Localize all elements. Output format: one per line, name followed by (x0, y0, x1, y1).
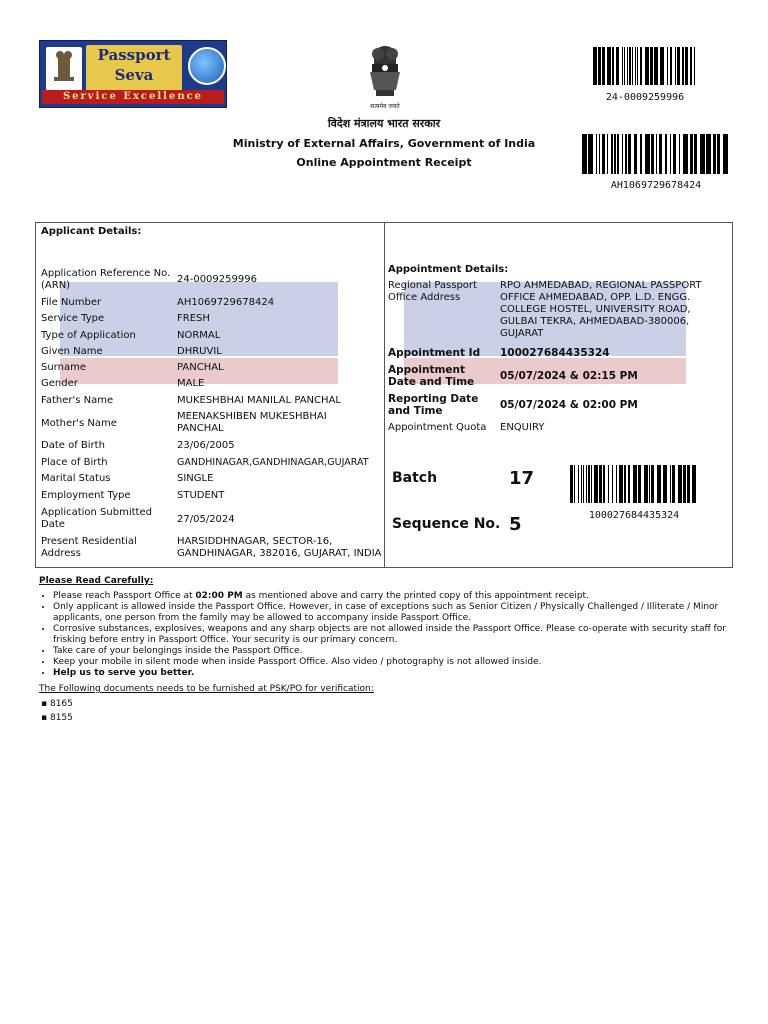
instruction-item: • Keep your mobile in silent mode when inside Passport Office. Also video / photography is not allowed inside. (53, 657, 731, 668)
instruction-item: • Only applicant is allowed inside the Passport Office. However, in case of exceptions such as Senior Citizen / Physically Challenged / Illiterate / Minor applicants, one person from the family may be allowed to accompany inside Passport Office. (53, 602, 731, 624)
mother-name-value: MEENAKSHIBEN MUKESHBHAI PANCHAL (177, 411, 327, 434)
reporting-date-value: 05/07/2024 & 02:00 PM (500, 399, 638, 411)
place-of-birth-value: GANDHINAGAR,GANDHINAGAR,GUJARAT (177, 457, 369, 468)
documents-heading: The Following documents needs to be furnished at PSK/PO for verification: (39, 684, 374, 694)
arn-label: Application Reference No. (ARN) (41, 268, 171, 291)
application-type-value: NORMAL (177, 330, 221, 341)
document-item: ▪ 8165 (41, 699, 73, 709)
file-number-barcode (582, 134, 730, 174)
gender-value: MALE (177, 378, 205, 389)
given-name-label: Given Name (41, 346, 103, 357)
surname-label: Surname (41, 362, 86, 373)
appointment-barcode (570, 465, 698, 503)
appointment-barcode-caption: 100027684435324 (588, 510, 680, 521)
place-of-birth-label: Place of Birth (41, 457, 108, 468)
office-address-label: Regional Passport Office Address (388, 280, 477, 303)
emblem-caption: सत्यमेव जयते (370, 103, 400, 110)
sequence-label: Sequence No. (392, 516, 501, 532)
office-address-value: RPO AHMEDABAD, REGIONAL PASSPORT OFFICE AHMEDABAD, OPP. L.D. ENGG. COLLEGE HOSTEL, UNIVERSITY ROAD, GULBAI TEKRA, AHMEDABAD-380006, GUJARAT (500, 280, 702, 339)
instruction-item: • Take care of your belongings inside the Passport Office. (53, 646, 731, 657)
document-item: ▪ 8155 (41, 713, 73, 723)
application-type-label: Type of Application (41, 330, 136, 341)
address-label: Present Residential Address (41, 536, 137, 559)
sequence-value: 5 (509, 514, 522, 535)
globe-icon (188, 47, 226, 85)
employment-type-label: Employment Type (41, 490, 131, 501)
marital-status-label: Marital Status (41, 473, 111, 484)
address-value: HARSIDDHNAGAR, SECTOR-16, GANDHINAGAR, 382016, GUJARAT, INDIA (177, 536, 382, 559)
file-number-label: File Number (41, 297, 102, 308)
appointment-id-value: 100027684435324 (500, 347, 610, 359)
hindi-header: विदेश मंत्रालय भारत सरकार (327, 117, 441, 130)
file-number-value: AH1069729678424 (177, 297, 275, 308)
dob-label: Date of Birth (41, 440, 105, 451)
appointment-id-label: Appointment Id (388, 347, 481, 359)
instructions-section (39, 576, 731, 679)
father-name-value: MUKESHBHAI MANILAL PANCHAL (177, 395, 341, 406)
logo-tagline: Service Excellence (42, 90, 224, 104)
document-title: Online Appointment Receipt (296, 156, 472, 169)
father-name-label: Father's Name (41, 395, 114, 406)
batch-label: Batch (392, 470, 438, 486)
arn-value: 24-0009259996 (177, 274, 257, 285)
passport-seva-logo (39, 40, 227, 108)
arn-barcode (593, 47, 697, 85)
national-emblem-icon (360, 42, 410, 112)
instruction-item: • Please reach Passport Office at 02:00 PM as mentioned above and carry the printed copy of this appointment receipt. (53, 591, 731, 602)
dob-value: 23/06/2005 (177, 440, 235, 451)
ministry-title: Ministry of External Affairs, Government of India (232, 137, 536, 150)
appointment-date-value: 05/07/2024 & 02:15 PM (500, 370, 638, 382)
service-type-label: Service Type (41, 313, 105, 324)
applicant-details-heading: Applicant Details: (41, 226, 142, 237)
mother-name-label: Mother's Name (41, 418, 117, 429)
appointment-date-label: Appointment Date and Time (388, 364, 475, 388)
appointment-details-heading: Appointment Details: (388, 264, 509, 275)
appointment-quota-label: Appointment Quota (388, 422, 487, 433)
file-number-barcode-caption: AH1069729678424 (610, 180, 702, 191)
surname-value: PANCHAL (177, 362, 224, 373)
emblem-icon (46, 47, 82, 91)
appointment-quota-value: ENQUIRY (500, 422, 545, 433)
submitted-date-value: 27/05/2024 (177, 514, 235, 525)
table-divider (384, 222, 385, 568)
gender-label: Gender (41, 378, 78, 389)
logo-line2: Seva (114, 66, 154, 84)
brand-text (86, 45, 182, 93)
service-type-value: FRESH (177, 313, 210, 324)
instructions-heading: Please Read Carefully: (39, 576, 154, 586)
marital-status-value: SINGLE (177, 473, 214, 484)
instructions-list (39, 591, 731, 679)
given-name-value: DHRUVIL (177, 346, 222, 357)
employment-type-value: STUDENT (177, 490, 225, 501)
arn-barcode-caption: 24-0009259996 (605, 92, 685, 103)
batch-value: 17 (509, 468, 535, 489)
reporting-date-label: Reporting Date and Time (388, 393, 479, 417)
instruction-item: • Corrosive substances, explosives, weapons and any sharp objects are not allowed inside the Passport Office. Please co-operate with security staff for frisking before entry in Passport Office. Your security is our primary concern. (53, 624, 731, 646)
submitted-date-label: Application Submitted Date (41, 507, 152, 530)
instruction-item: • Help us to serve you better. (53, 668, 731, 679)
logo-line1: Passport (97, 46, 171, 64)
